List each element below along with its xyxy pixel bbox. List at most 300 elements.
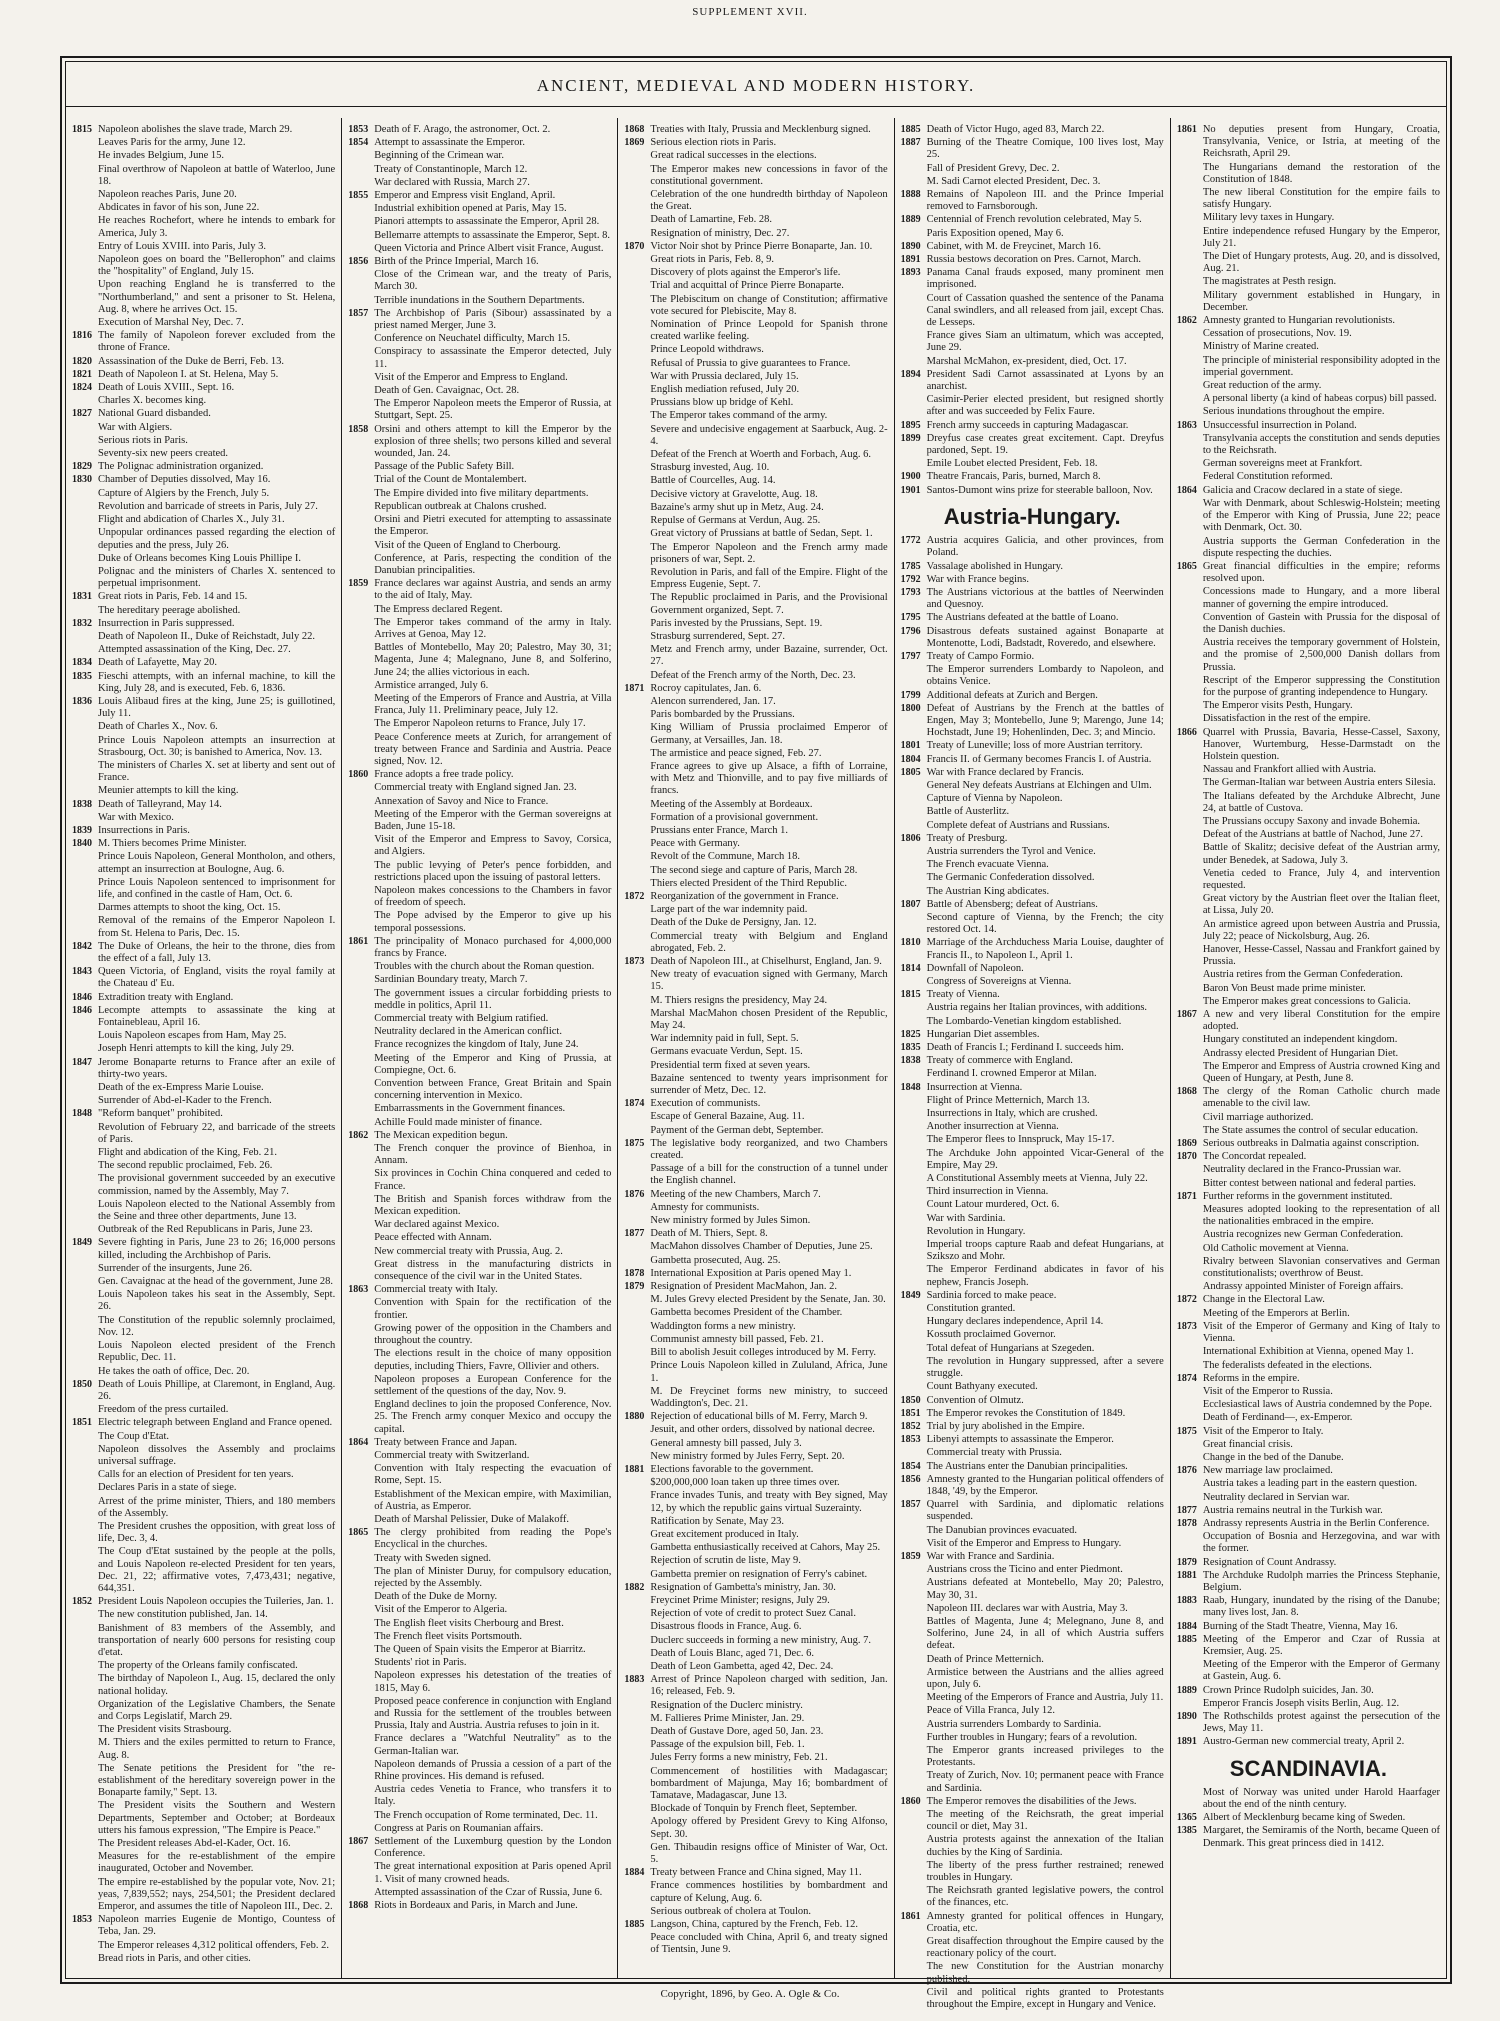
timeline-entry	[348, 1784, 611, 1808]
entry-text: The birthday of Napoleon I., Aug. 15, declared the only national holiday.	[98, 1673, 336, 1697]
timeline-entry	[901, 124, 1164, 136]
entry-year: 1874	[1176, 1372, 1197, 1384]
timeline-entry	[72, 1263, 335, 1275]
entry-year: 1836	[72, 695, 92, 707]
entry-text: Louis Alibaud fires at the king, June 25; is guillotined, July 11.	[98, 695, 336, 720]
entry-year	[901, 1885, 927, 1909]
entry-year	[1177, 764, 1203, 776]
timeline-entry	[901, 1186, 1164, 1198]
entry-text: Bazaine's army shut up in Metz, Aug. 24.	[650, 501, 824, 513]
timeline-entry	[624, 1464, 887, 1476]
timeline-entry	[348, 974, 611, 986]
entry-year	[624, 1241, 650, 1253]
entry-year: 1834	[72, 657, 92, 669]
timeline-entry	[348, 860, 611, 884]
timeline-entry	[348, 150, 611, 162]
entry-text: Prussians blow up bridge of Kehl.	[650, 397, 794, 409]
entry-year	[901, 1745, 927, 1769]
entry-text: War with France declared by Francis.	[926, 766, 1084, 778]
entry-text: Meeting of the Emperors at Berlin.	[1202, 1307, 1350, 1319]
timeline-entry	[1177, 1399, 1440, 1411]
timeline-entry	[901, 330, 1164, 354]
entry-text: Darmes attempts to shoot the king, Oct. 15.	[98, 902, 281, 914]
timeline-entry	[624, 1816, 887, 1840]
timeline-entry	[624, 1411, 887, 1423]
entry-year: 1863	[1176, 419, 1197, 431]
entry-year	[1177, 816, 1203, 828]
timeline-entry	[1177, 1570, 1440, 1594]
entry-text: Imperial troops capture Raab and defeat Hungarians, at Szikszo and Mohr.	[926, 1239, 1164, 1263]
entry-year	[624, 904, 650, 916]
entry-text: Duclerc succeeds in forming a new ministry, Aug. 7.	[650, 1634, 872, 1646]
timeline-entry	[901, 1538, 1164, 1550]
entry-text: The public levying of Peter's pence forbidden, and restrictions placed upon the issuing of pastoral letters.	[374, 859, 612, 883]
timeline-entry	[348, 1810, 611, 1822]
entry-year	[901, 1329, 927, 1341]
entry-text: Victor Noir shot by Prince Pierre Bonaparte, Jan. 10.	[650, 240, 873, 252]
timeline-entry	[72, 851, 335, 875]
entry-text: Armistice between the Austrians and the allies agreed upon, July 6.	[926, 1666, 1164, 1690]
entry-text: Freycinet Prime Minister; resigns, July 29.	[650, 1594, 830, 1606]
entry-year: 1815	[72, 124, 92, 135]
timeline-entry	[624, 124, 887, 136]
timeline-entry	[348, 604, 611, 616]
entry-year: 1862	[1176, 315, 1197, 327]
entry-text: Margaret, the Semiramis of the North, became Queen of Denmark. This great princess died in 1412.	[1202, 1825, 1441, 1849]
timeline-entry	[1177, 380, 1440, 392]
timeline-entry	[901, 137, 1164, 161]
entry-year: 1871	[1176, 1190, 1197, 1202]
entry-text: Prince Louis Napoleon, General Montholon, and others, attempt an insurrection at Boulogne, Aug. 6.	[98, 851, 336, 875]
entry-year: 1840	[72, 838, 92, 850]
entry-text: Riots in Bordeaux and Paris, in March and June.	[374, 1900, 578, 1912]
entry-text: Extradition treaty with England.	[98, 991, 234, 1003]
entry-year	[72, 1940, 98, 1952]
entry-text: Birth of the Prince Imperial, March 16.	[374, 256, 539, 268]
entry-year	[72, 1496, 98, 1520]
timeline-entry	[901, 1002, 1164, 1014]
timeline-entry	[348, 461, 611, 473]
entry-text: Austro-German new commercial treaty, April 2.	[1202, 1736, 1405, 1748]
timeline-entry	[348, 1168, 611, 1192]
entry-year: 1857	[900, 1499, 921, 1511]
entry-year	[348, 860, 374, 884]
entry-text: Beginning of the Crimean war.	[374, 150, 504, 162]
timeline-entry	[624, 1726, 887, 1738]
timeline-entry	[348, 1618, 611, 1630]
timeline-entry	[72, 941, 335, 965]
entry-text: Insurrections in Italy, which are crushed.	[926, 1108, 1098, 1120]
entry-text: Death of Louis Blanc, aged 71, Dec. 6.	[650, 1647, 814, 1659]
timeline-entry	[72, 657, 335, 669]
entry-year: 1884	[624, 1867, 645, 1879]
timeline-entry	[1177, 637, 1440, 674]
entry-year	[1177, 1243, 1203, 1255]
entry-year	[624, 1932, 650, 1956]
entry-year	[901, 458, 927, 470]
entry-year	[624, 995, 650, 1007]
timeline-entry	[348, 718, 611, 730]
entry-text: Casimir-Perier elected president, but resigned shortly after and was succeeded by Felix Faure.	[926, 394, 1164, 418]
entry-year	[348, 1823, 374, 1835]
timeline-entry	[1177, 315, 1440, 327]
entry-year	[624, 1595, 650, 1607]
entry-year	[1177, 1452, 1203, 1464]
entry-text: The President releases Abd-el-Kader, Oct. 16.	[98, 1838, 291, 1850]
timeline-entry	[1177, 1492, 1440, 1504]
entry-text: Achille Fould made minister of finance.	[374, 1116, 543, 1128]
entry-text: M. Thiers and the exiles permitted to return to France, Aug. 8.	[98, 1737, 336, 1761]
timeline-entry	[901, 1577, 1164, 1601]
entry-year: 1891	[900, 254, 921, 266]
timeline-entry	[1177, 1034, 1440, 1046]
entry-year	[624, 1713, 650, 1725]
entry-year	[624, 1635, 650, 1647]
timeline-entry	[901, 267, 1164, 291]
entry-text: Marshal McMahon, ex-president, died, Oct. 17.	[926, 355, 1127, 367]
entry-text: Death of Louis Phillipe, at Claremont, in England, Aug. 26.	[98, 1378, 336, 1402]
entry-year	[72, 1546, 98, 1595]
timeline-entry	[348, 1130, 611, 1142]
timeline-entry	[1177, 1360, 1440, 1372]
entry-text: Louis Napoleon takes his seat in the Assembly, Sept. 26.	[98, 1289, 336, 1313]
entry-year	[1177, 675, 1203, 699]
timeline-entry	[624, 1867, 887, 1879]
entry-year	[348, 346, 374, 370]
entry-text: Orsini and Pietri executed for attempting to assassinate the Emperor.	[374, 514, 612, 538]
entry-year	[348, 514, 374, 538]
timeline-entry	[348, 769, 611, 781]
timeline-entry	[1177, 1191, 1440, 1203]
entry-text: Chamber of Deputies dissolved, May 16.	[98, 474, 271, 486]
timeline-entry	[348, 1232, 611, 1244]
entry-text: The Austrians enter the Danubian principalities.	[926, 1460, 1128, 1472]
entry-year	[72, 877, 98, 901]
timeline-entry	[624, 502, 887, 514]
timeline-entry	[624, 1906, 887, 1918]
timeline-entry	[624, 189, 887, 213]
timeline-entry	[624, 137, 887, 149]
entry-text: Austria regains her Italian provinces, with additions.	[926, 1002, 1148, 1014]
entry-year: 1890	[900, 240, 921, 252]
entry-text: Commercial treaty with England signed Jan. 23.	[374, 782, 577, 794]
timeline-entry	[1177, 1243, 1440, 1255]
timeline-entry	[72, 1724, 335, 1736]
entry-text: Austrians defeated at Montebello, May 20; Palestro, May 30, 31.	[926, 1577, 1164, 1601]
entry-text: Trial of the Count de Montalembert.	[374, 474, 527, 486]
entry-text: Francis II. of Germany becomes Francis I. of Austria.	[926, 753, 1152, 765]
timeline-entry	[348, 936, 611, 960]
entry-text: Constitution granted.	[926, 1303, 1016, 1315]
timeline-entry	[348, 243, 611, 255]
entry-text: Ministry of Marine created.	[1202, 341, 1319, 353]
entry-year	[348, 164, 374, 176]
entry-text: Arrest of the prime minister, Thiers, and 180 members of the Assembly.	[98, 1495, 336, 1519]
entry-year: 1820	[72, 355, 92, 367]
timeline-entry	[1177, 675, 1440, 699]
timeline-entry	[1177, 1505, 1440, 1517]
timeline-entry	[901, 471, 1164, 483]
timeline-entry	[1177, 1009, 1440, 1033]
entry-text: Death of the Duke de Persigny, Jan. 12.	[650, 917, 817, 929]
entry-year	[624, 696, 650, 708]
entry-text: The Archduke Rudolph marries the Princess Stephanie, Belgium.	[1202, 1569, 1441, 1593]
entry-year	[72, 1763, 98, 1800]
timeline-entry	[348, 177, 611, 189]
timeline-entry	[348, 1246, 611, 1258]
timeline-entry	[901, 1525, 1164, 1537]
timeline-entry	[1177, 1178, 1440, 1190]
timeline-entry	[624, 1880, 887, 1904]
entry-year	[72, 915, 98, 939]
entry-year	[1177, 969, 1203, 981]
entry-year	[1177, 471, 1203, 483]
timeline-entry	[72, 671, 335, 695]
timeline-entry	[72, 1160, 335, 1172]
entry-text: Assassination of the Duke de Berri, Feb. 13.	[98, 355, 285, 367]
timeline-entry	[72, 1546, 335, 1595]
entry-year	[624, 1321, 650, 1333]
entry-year	[1177, 868, 1203, 892]
entry-text: He invades Belgium, June 15.	[98, 150, 224, 162]
entry-text: A Constitutional Assembly meets at Vienna, July 22.	[926, 1173, 1148, 1185]
timeline-entry	[901, 1499, 1164, 1523]
timeline-entry	[624, 542, 887, 566]
entry-year	[1177, 393, 1203, 405]
entry-year	[348, 988, 374, 1012]
timeline-entry	[1177, 612, 1440, 636]
entry-year	[901, 664, 927, 688]
entry-year	[348, 1784, 374, 1808]
entry-text: Amnesty granted for political offences in Hungary, Croatia, etc.	[926, 1910, 1164, 1934]
entry-text: New treaty of evacuation signed with Germany, March 15.	[650, 969, 888, 993]
entry-year	[1177, 1048, 1203, 1060]
entry-text: Convention with Italy respecting the evacuation of Rome, Sept. 15.	[374, 1463, 612, 1487]
entry-year	[624, 1529, 650, 1541]
timeline-entry	[72, 382, 335, 394]
timeline-entry	[1177, 727, 1440, 764]
entry-text: Death of Lamartine, Feb. 28.	[650, 214, 772, 226]
timeline-entry	[901, 1148, 1164, 1172]
entry-year: 1860	[348, 769, 369, 781]
entry-text: Neutrality declared in the American conflict.	[374, 1026, 562, 1038]
entry-year: 1869	[1176, 1138, 1197, 1150]
entry-text: The magistrates at Pesth resign.	[1202, 276, 1337, 288]
entry-year	[348, 1631, 374, 1643]
timeline-entry	[1177, 1373, 1440, 1385]
timeline-entry	[72, 1521, 335, 1545]
entry-text: Convention of Olmutz.	[926, 1394, 1024, 1406]
entry-text: Treaty of Luneville; loss of more Austrian territory.	[926, 740, 1143, 752]
entry-year	[348, 642, 374, 679]
timeline-entry	[901, 740, 1164, 752]
entry-year	[348, 1887, 374, 1899]
entry-text: Austria recognizes new German Confederation.	[1202, 1229, 1404, 1241]
entry-text: General amnesty bill passed, July 3.	[650, 1437, 802, 1449]
entry-year: 1868	[348, 1900, 369, 1912]
entry-text: Cessation of prosecutions, Nov. 19.	[1202, 328, 1352, 340]
timeline-entry	[348, 1514, 611, 1526]
entry-text: Armistice arranged, July 6.	[374, 679, 489, 691]
entry-year	[624, 1294, 650, 1306]
timeline-entry	[72, 241, 335, 253]
timeline-entry	[72, 215, 335, 239]
timeline-entry	[624, 228, 887, 240]
entry-text: Great financial difficulties in the empire; reforms resolved upon.	[1202, 560, 1441, 585]
entry-text: Proposed peace conference in conjunction with England and Russia for the settlement of the troubles between Prussia, Italy and Austria. Austria refuses to join in it.	[374, 1695, 612, 1732]
entry-year	[624, 748, 650, 760]
entry-year: 1858	[348, 423, 369, 435]
timeline-entry	[624, 1111, 887, 1123]
entry-year: 1800	[900, 702, 921, 714]
entry-text: Apology offered by President Grevy to King Alfonso, Sept. 30.	[650, 1816, 888, 1840]
entry-text: War with Sardinia.	[926, 1212, 1006, 1224]
entry-text: Reorganization of the government in France.	[650, 890, 839, 902]
entry-year	[348, 333, 374, 345]
timeline-entry	[624, 1307, 887, 1319]
entry-text: Meeting of the Emperor with the German sovereigns at Baden, June 15-18.	[374, 808, 612, 832]
timeline-entry	[901, 1095, 1164, 1107]
entry-year: 1799	[900, 689, 921, 701]
entry-year	[348, 1143, 374, 1167]
timeline-entry	[901, 899, 1164, 911]
timeline-entry	[72, 1224, 335, 1236]
timeline-entry	[1177, 393, 1440, 405]
entry-year	[624, 825, 650, 837]
entry-year	[624, 670, 650, 682]
timeline-entry	[901, 1108, 1164, 1120]
entry-text: Elections favorable to the government.	[650, 1463, 814, 1475]
entry-year	[1177, 1256, 1203, 1280]
entry-text: Death of Napoleon III., at Chiselhurst, England, Jan. 9.	[650, 956, 882, 967]
entry-text: The Emperor Ferdinand abdicates in favor of his nephew, Francis Joseph.	[926, 1264, 1164, 1288]
entry-year	[1177, 276, 1203, 288]
entry-year	[72, 605, 98, 617]
timeline-entry	[348, 230, 611, 242]
timeline-entry	[348, 1759, 611, 1783]
timeline-entry	[348, 617, 611, 641]
entry-year	[348, 1117, 374, 1129]
entry-text: Gambetta enthusiastically received at Cahors, May 25.	[650, 1542, 881, 1554]
entry-year: 1877	[1176, 1504, 1197, 1516]
timeline-entry	[624, 1334, 887, 1346]
entry-text: The Coup d'Etat.	[98, 1430, 170, 1442]
entry-year	[624, 462, 650, 474]
entry-text: Trial and acquittal of Prince Pierre Bonaparte.	[650, 280, 844, 292]
entry-text: The plan of Minister Duruy, for compulsory education, rejected by the Assembly.	[374, 1565, 612, 1589]
entry-text: Great excitement produced in Italy.	[650, 1528, 799, 1540]
entry-year	[901, 1226, 927, 1238]
entry-year: 1849	[900, 1289, 921, 1301]
entry-text: The Emperor visits Pesth, Hungary.	[1202, 700, 1353, 712]
timeline-entry	[901, 937, 1164, 961]
entry-text: $200,000,000 loan taken up three times over.	[650, 1477, 840, 1489]
entry-text: Additional defeats at Zurich and Bergen.	[926, 689, 1098, 701]
timeline-entry	[624, 1555, 887, 1567]
entry-year	[348, 1733, 374, 1757]
entry-text: War declared with Russia, March 27.	[374, 176, 530, 188]
entry-year: 1365	[1176, 1812, 1197, 1824]
entry-year: 1884	[1176, 1620, 1197, 1632]
timeline-entry	[72, 1940, 335, 1952]
timeline-entry	[624, 1490, 887, 1514]
entry-year	[624, 1424, 650, 1436]
column-3	[618, 118, 894, 1978]
entry-year: 1849	[72, 1237, 92, 1249]
entry-year	[348, 488, 374, 500]
entry-text: Treaty of Constantinople, March 12.	[374, 163, 528, 175]
timeline-entry	[901, 1616, 1164, 1653]
entry-year	[624, 1752, 650, 1764]
timeline-entry	[72, 124, 335, 136]
entry-text: Metz and French army, under Bazaine, surrender, Oct. 27.	[650, 644, 888, 668]
entry-text: Commercial treaty with Belgium and England abrogated, Feb. 2.	[650, 930, 888, 954]
timeline-entry	[901, 1732, 1164, 1744]
entry-text: Ferdinand I. crowned Emperor at Milan.	[926, 1068, 1097, 1080]
entry-text: Remains of Napoleon III. and the Prince Imperial removed to Farnsborough.	[926, 189, 1164, 213]
entry-text: Bellemarre attempts to assassinate the Emperor, Sept. 8.	[374, 229, 610, 241]
timeline-entry	[1177, 700, 1440, 712]
timeline-entry	[624, 878, 887, 890]
timeline-entry	[624, 1125, 887, 1137]
entry-year	[1177, 162, 1203, 186]
timeline-entry	[72, 1082, 335, 1094]
timeline-entry	[624, 956, 887, 968]
entry-text: France agrees to give up Alsace, a fifth of Lorraine, with Metz and Thionville, and to pay five milliards of francs.	[650, 760, 888, 797]
entry-text: Resignation of President MacMahon, Jan. 2.	[650, 1281, 838, 1293]
entry-text: Entry of Louis XVIII. into Paris, July 3.	[98, 240, 266, 252]
entry-text: Treaty with Sweden signed.	[374, 1552, 492, 1564]
entry-year	[348, 398, 374, 422]
entry-year	[72, 435, 98, 447]
entry-text: Visit of the Emperor to Algeria.	[374, 1604, 508, 1616]
timeline-entry	[72, 1122, 335, 1146]
timeline-entry	[624, 214, 887, 226]
entry-text: Meunier attempts to kill the king.	[98, 785, 239, 797]
entry-text: Fieschi attempts, with an infernal machine, to kill the King, July 28, and is executed, Feb. 6, 1836.	[98, 670, 336, 694]
timeline-entry	[72, 150, 335, 162]
timeline-entry	[1177, 842, 1440, 866]
entry-year	[901, 1068, 927, 1080]
timeline-entry	[1177, 1294, 1440, 1306]
entry-text: Abdicates in favor of his son, June 22.	[98, 202, 260, 214]
entry-text: Treaties with Italy, Prussia and Mecklenburg signed.	[650, 124, 871, 135]
entry-year	[348, 782, 374, 794]
entry-text: An armistice agreed upon between Austria and Prussia, July 22; peace of Nickolsburg, Aug. 26.	[1202, 918, 1441, 942]
entry-text: Peace of Villa Franca, July 12.	[926, 1705, 1055, 1717]
timeline-entry	[72, 566, 335, 590]
entry-text: The Rothschilds protest against the persecution of the Jews, May 11.	[1202, 1710, 1441, 1735]
timeline-entry	[72, 721, 335, 733]
timeline-entry	[624, 670, 887, 682]
entry-year	[348, 1670, 374, 1694]
entry-text: Hanover, Hesse-Cassel, Nassau and Frankfort gained by Prussia.	[1202, 944, 1441, 968]
entry-year	[624, 1307, 650, 1319]
entry-text: The Emperor Napoleon meets the Emperor of Russia, at Stuttgart, Sept. 25.	[374, 398, 612, 422]
timeline-entry	[624, 1163, 887, 1187]
entry-year: 1797	[900, 650, 921, 662]
entry-year	[348, 1168, 374, 1192]
entry-text: Celebration of the one hundredth birthday of Napoleon the Great.	[650, 189, 888, 213]
timeline-entry	[1177, 1048, 1440, 1060]
entry-year	[72, 1276, 98, 1288]
copyright-notice: Copyright, 1896, by Geo. A. Ogle & Co.	[660, 1988, 840, 2000]
timeline-entry	[901, 1692, 1164, 1704]
entry-text: Baron Von Beust made prime minister.	[1202, 982, 1366, 994]
entry-text: Amnesty for communists.	[650, 1201, 760, 1213]
entry-text: Repulse of Germans at Verdun, Aug. 25.	[650, 515, 821, 527]
entry-text: M. Thiers becomes Prime Minister.	[98, 838, 247, 850]
